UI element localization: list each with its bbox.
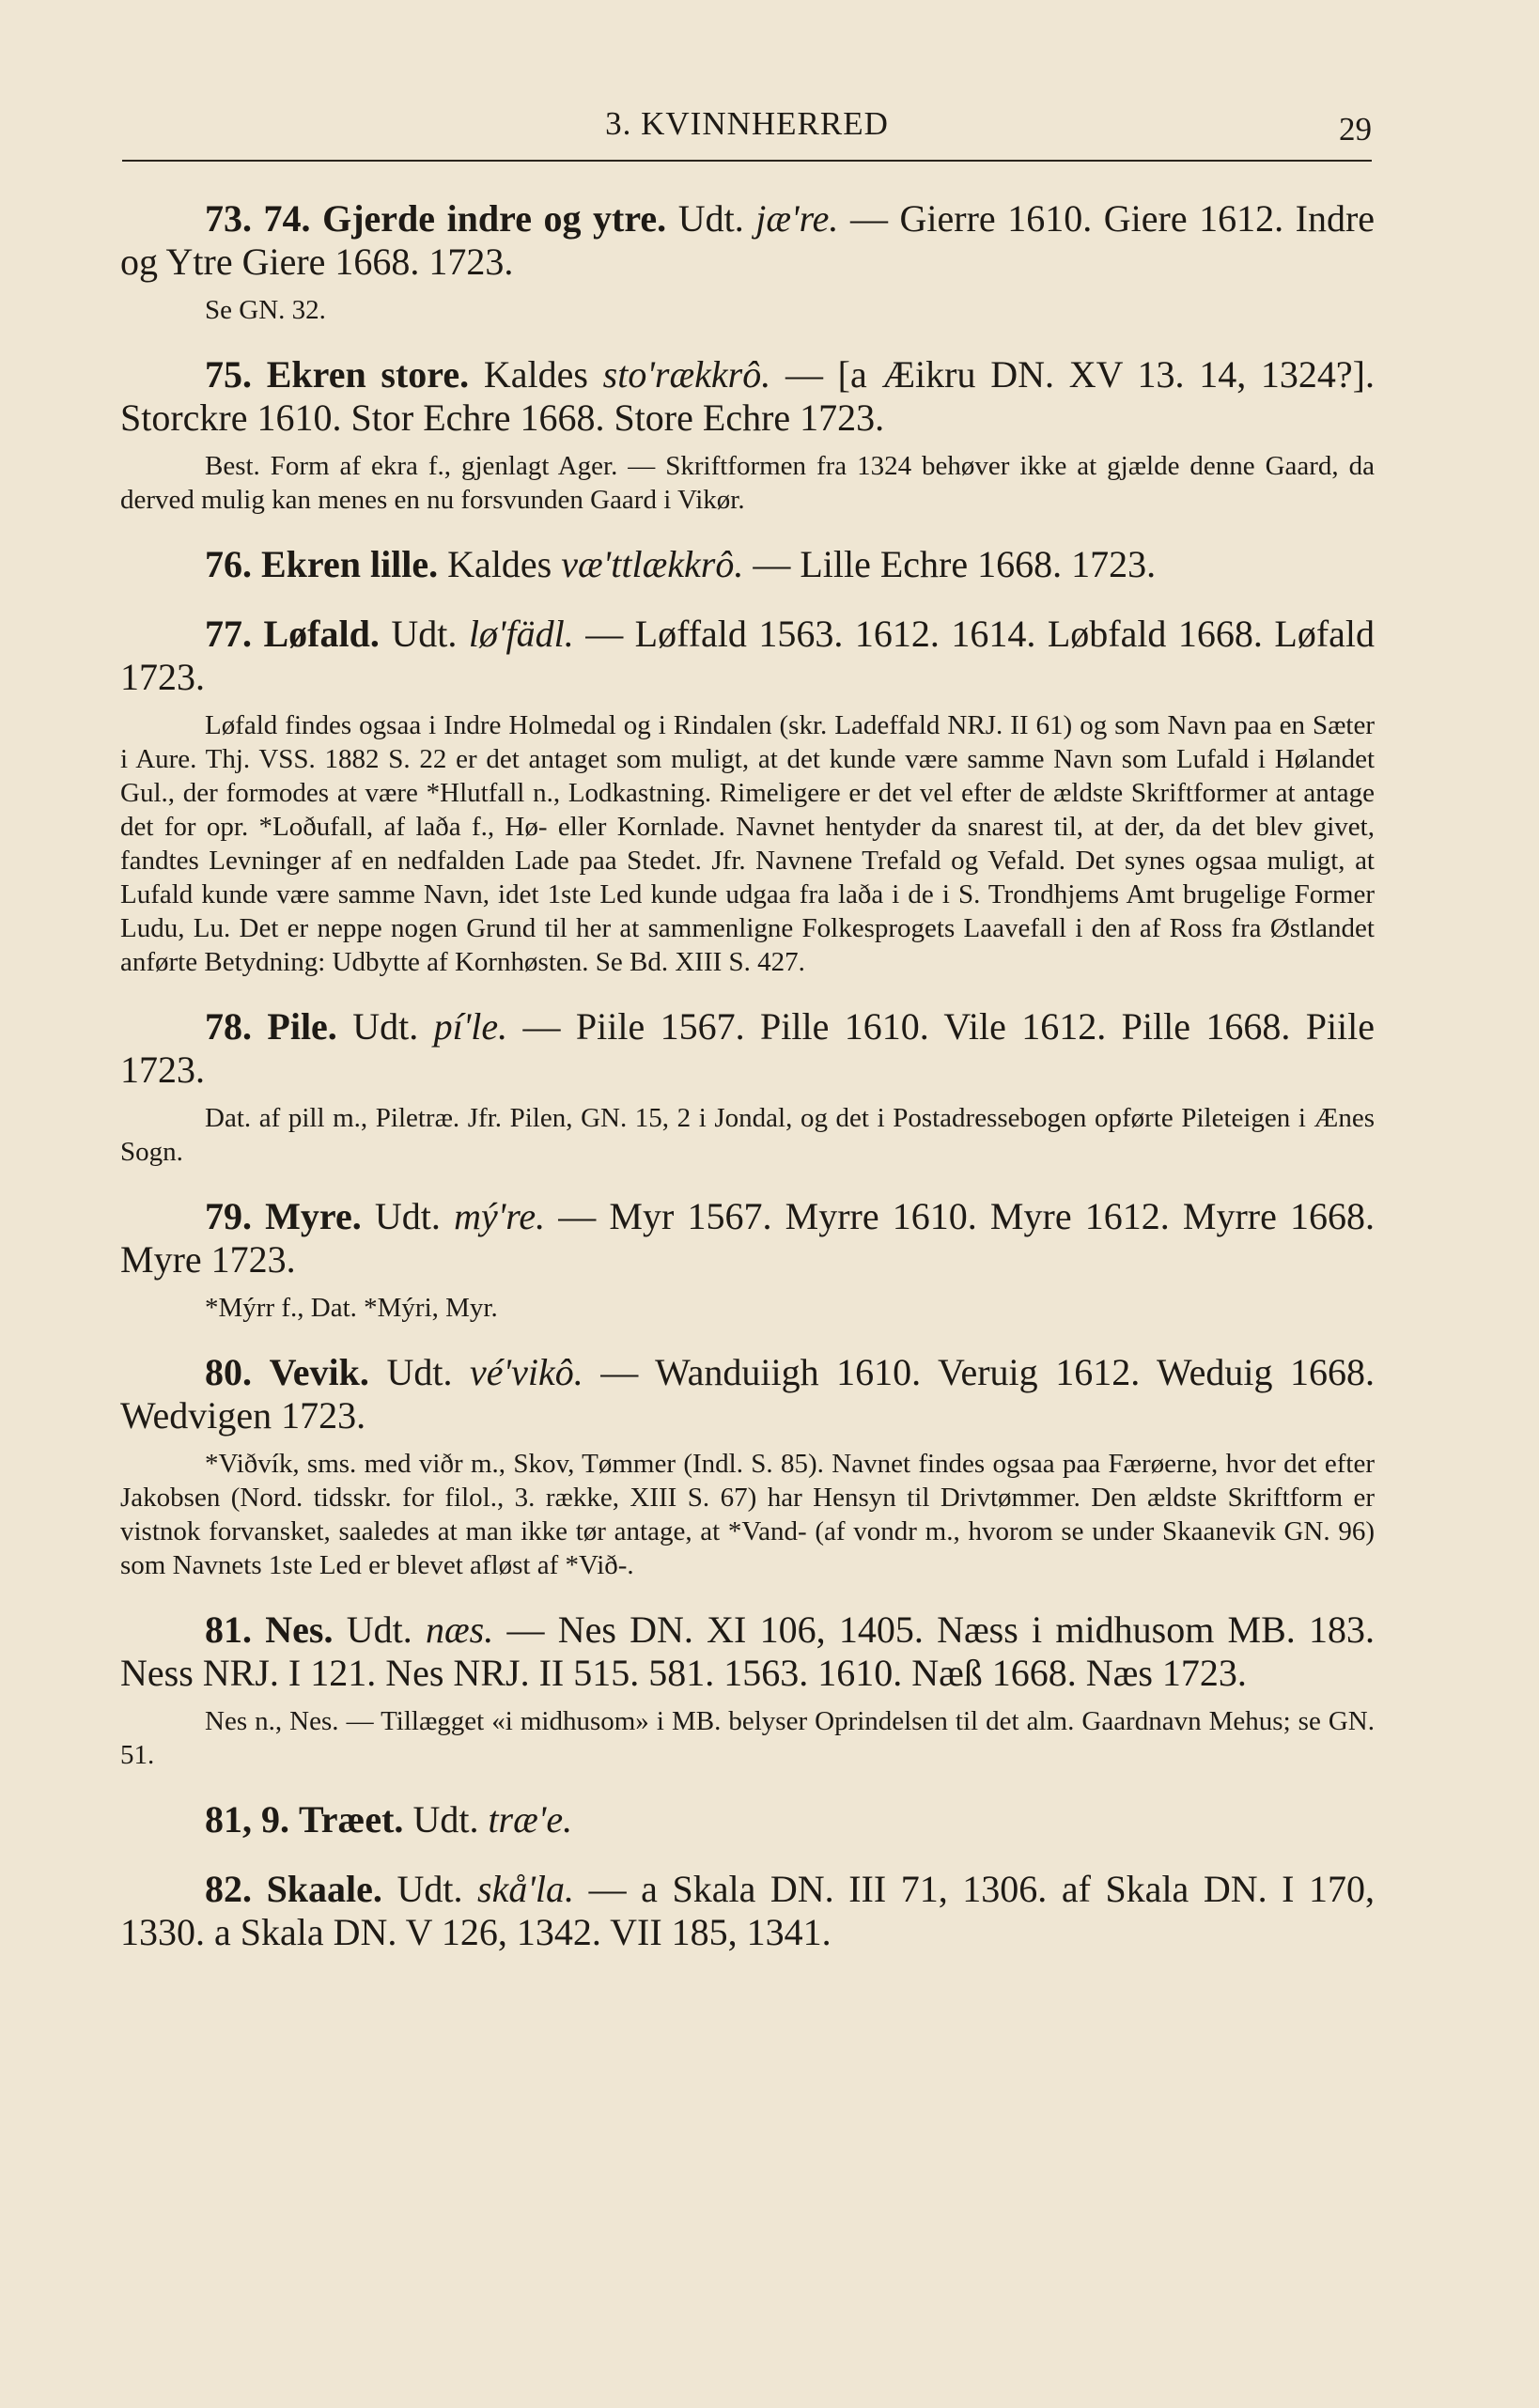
entry-number: 80. [205, 1351, 252, 1393]
entry-name: Ekren lille. [261, 543, 439, 585]
entry-80 [120, 1351, 1375, 1582]
entry-name: Nes. [265, 1608, 334, 1651]
entry-forms: — a Skala DN. III 71, 1306. af Skala DN. I 170, 1330. a Skala DN. V 126, 1342. VII 185, 1341. [120, 1868, 1376, 1953]
entry-forms: — Gierre 1610. Giere 1612. Indre og Ytre Giere 1668. 1723. [120, 197, 1376, 283]
entry-note: Se GN. 32. [205, 295, 326, 325]
entry-heading [120, 613, 1375, 699]
entry-name: Vevik. [269, 1351, 369, 1393]
entry-number: 76. [205, 543, 252, 585]
entry-prefix: Udt. [346, 1608, 412, 1651]
entry-75 [120, 353, 1375, 517]
entry-prefix: Kaldes [483, 353, 588, 396]
entry-pronunciation: skå'la. [477, 1868, 575, 1910]
entry-forms: — Piile 1567. Pille 1610. Vile 1612. Pille 1668. Piile 1723. [120, 1005, 1376, 1091]
entry-forms: — [a Æikru DN. XV 13. 14, 1324?]. Storckre 1610. Stor Echre 1668. Store Echre 1723. [120, 353, 1376, 439]
entry-note: Løfald findes ogsaa i Indre Holmedal og i Rindalen (skr. Ladeffald NRJ. II 61) og som Navn paa en Sæter i Aure. Thj. VSS. 1882 S. 22 er det antaget som muligt, at det kunde være samme Navn som Lufald i Hølandet Gul., der formodes at være *Hlutfall n., Lodkastning. Rimeligere er det vel efter de ældste Skriftformer at antage det for opr. *Loðufall, af laða f., Hø- eller Kornlade. Navnet hentyder da snarest til, at der, da det blev givet, fandtes Levninger af en nedfalden Lade paa Stedet. Jfr. Navnene Trefald og Vefald. Det synes ogsaa muligt, at Lufald kunde være samme Navn, idet 1ste Led kunde udgaa fra laða i de i S. Trondhjems Amt brugelige Former Ludu, Lu. Det er neppe nogen Grund til her at sammenligne Folkesprogets Laavefall i den af Ross fra Østlandet anførte Betydning: Udbytte af Kornhøsten. Se Bd. XIII S. 427. [120, 710, 1375, 977]
entry-note: Dat. af pill m., Piletræ. Jfr. Pilen, GN. 15, 2 i Jondal, og det i Postadressebogen opførte Pileteigen i Ænes Sogn. [120, 1103, 1375, 1167]
entry-forms: — Løffald 1563. 1612. 1614. Løbfald 1668. Løfald 1723. [120, 613, 1376, 698]
page-header [122, 94, 1372, 162]
entry-heading [120, 1868, 1375, 1954]
entry-name: Træet. [299, 1798, 404, 1841]
page-body [120, 197, 1375, 1981]
entry-heading [120, 1798, 1375, 1841]
entry-pronunciation: væ'ttlækkrô. [561, 543, 744, 585]
entry-note: *Mýrr f., Dat. *Mýri, Myr. [205, 1293, 498, 1323]
entry-81-9 [120, 1798, 1375, 1841]
entry-pronunciation: vé'vikô. [470, 1351, 583, 1393]
entry-prefix: Udt. [352, 1005, 419, 1048]
entry-heading [120, 543, 1375, 586]
entry-heading [120, 197, 1375, 284]
page-number: 29 [1339, 111, 1372, 148]
entry-number: 78. [205, 1005, 252, 1048]
entry-name: Gjerde indre og ytre. [322, 197, 667, 240]
entry-forms: — Lille Echre 1668. 1723. [753, 543, 1157, 585]
entry-pronunciation: næs. [425, 1608, 494, 1651]
entry-82 [120, 1868, 1375, 1954]
entry-pronunciation: lø'fädl. [468, 613, 574, 655]
entry-pronunciation: sto'rækkrô. [602, 353, 771, 396]
entry-73-74 [120, 197, 1375, 327]
entry-81 [120, 1608, 1375, 1772]
entry-pronunciation: pí'le. [433, 1005, 508, 1048]
entry-prefix: Udt. [374, 1195, 441, 1237]
entry-note: Nes n., Nes. — Tillægget «i midhusom» i MB. belyser Oprindelsen til det alm. Gaardnavn Mehus; se GN. 51. [120, 1706, 1375, 1770]
entry-forms: — Myr 1567. Myrre 1610. Myre 1612. Myrre 1668. Myre 1723. [120, 1195, 1376, 1281]
entry-pronunciation: jæ're. [755, 197, 839, 240]
entry-number: 81, 9. [205, 1798, 289, 1841]
entry-name: Pile. [267, 1005, 337, 1048]
entry-number: 81. [205, 1608, 252, 1651]
entry-prefix: Udt. [391, 613, 458, 655]
entry-77 [120, 613, 1375, 979]
entry-note: *Viðvík, sms. med viðr m., Skov, Tømmer (Indl. S. 85). Navnet findes ogsaa paa Færøerne, hvor det efter Jakobsen (Nord. tidsskr. for filol., 3. række, XIII S. 67) har Hensyn til Drivtømmer. Den ældste Skriftform er vistnok forvansket, saaledes at man ikke tør antage, at *Vand- (af vondr m., hvorom se under Skaanevik GN. 96) som Navnets 1ste Led er blevet afløst af *Við-. [120, 1449, 1375, 1580]
entry-number: 77. [205, 613, 252, 655]
entry-name: Løfald. [263, 613, 380, 655]
entry-prefix: Udt. [677, 197, 744, 240]
entry-pronunciation: træ'e. [488, 1798, 573, 1841]
entry-heading [120, 353, 1375, 440]
entry-prefix: Udt. [396, 1868, 463, 1910]
entry-number: 79. [205, 1195, 252, 1237]
entry-heading [120, 1351, 1375, 1437]
entry-name: Ekren store. [266, 353, 470, 396]
entry-forms: — Nes DN. XI 106, 1405. Næss i midhusom MB. 183. Ness NRJ. I 121. Nes NRJ. II 515. 581. 1563. 1610. Næß 1668. Næs 1723. [120, 1608, 1376, 1694]
entry-prefix: Udt. [412, 1798, 479, 1841]
entry-79 [120, 1195, 1375, 1325]
entry-heading [120, 1195, 1375, 1282]
entry-note: Best. Form af ekra f., gjenlagt Ager. — Skriftformen fra 1324 behøver ikke at gjælde denne Gaard, da derved mulig kan menes en nu forsvunden Gaard i Vikør. [120, 451, 1375, 515]
entry-name: Skaale. [266, 1868, 382, 1910]
entry-heading [120, 1608, 1375, 1695]
entry-forms: — Wanduiigh 1610. Veruig 1612. Weduig 1668. Wedvigen 1723. [120, 1351, 1376, 1437]
running-title: 3. KVINNHERRED [605, 105, 889, 142]
entry-number: 82. [205, 1868, 252, 1910]
entry-name: Myre. [265, 1195, 362, 1237]
entry-78 [120, 1005, 1375, 1169]
entry-heading [120, 1005, 1375, 1092]
entry-number: 73. 74. [205, 197, 311, 240]
entry-number: 75. [205, 353, 252, 396]
entry-prefix: Udt. [386, 1351, 453, 1393]
entry-pronunciation: mý're. [454, 1195, 546, 1237]
entry-76 [120, 543, 1375, 586]
entry-prefix: Kaldes [447, 543, 552, 585]
